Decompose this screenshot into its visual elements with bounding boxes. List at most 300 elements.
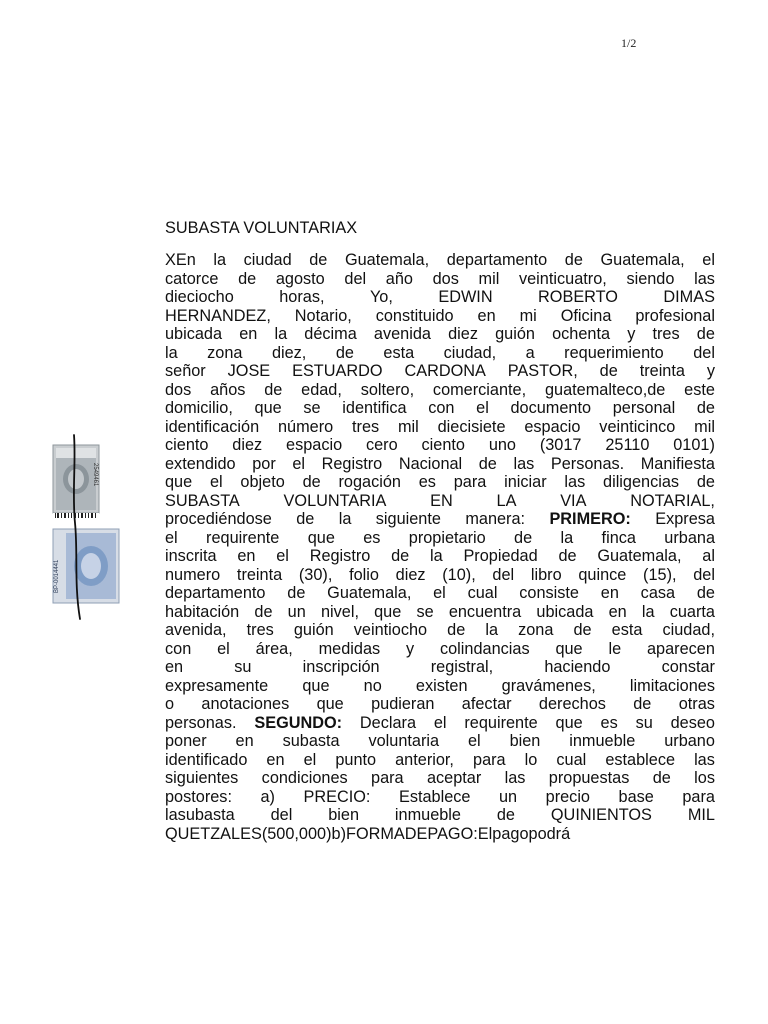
text-word: las	[694, 750, 715, 769]
text-word: el	[165, 528, 178, 547]
text-word: por	[252, 454, 276, 473]
text-word: diez	[395, 565, 426, 584]
text-word: (3017	[539, 436, 582, 454]
text-word: las	[504, 769, 526, 787]
text-word: en	[239, 325, 258, 343]
text-word: del	[693, 565, 715, 584]
text-word: colindancias	[439, 639, 530, 658]
text-word: Registro	[309, 547, 371, 565]
text-line	[165, 270, 715, 289]
text-word: deseo	[670, 713, 715, 732]
upper-stamp-code: 2549461	[92, 463, 98, 487]
text-word: años	[210, 380, 246, 399]
text-word: QUETZALES	[165, 824, 262, 843]
text-word: constar	[661, 658, 715, 676]
page-number: 1/2	[621, 36, 637, 50]
text-line	[165, 307, 715, 326]
text-word: avenida	[373, 325, 431, 343]
text-word: Yo,	[369, 288, 393, 306]
text-word: este	[684, 380, 715, 399]
text-word: siendo	[626, 269, 675, 288]
text-word: guión	[495, 325, 535, 343]
barcode-strip	[53, 513, 99, 518]
text-word: de	[254, 602, 273, 621]
text-word: que	[555, 639, 583, 658]
text-word: condiciones	[261, 769, 348, 787]
text-word: zona	[207, 343, 243, 362]
text-word: tres	[246, 621, 274, 639]
text-word: diez	[232, 436, 263, 454]
text-word: lo	[524, 750, 538, 769]
text-word: de	[573, 621, 592, 639]
text-word: la	[429, 547, 443, 565]
text-word: Registro	[321, 454, 383, 473]
text-word: veintiocho	[353, 621, 428, 639]
text-word: diez	[448, 325, 478, 343]
text-word: diez,	[271, 343, 307, 362]
text-line	[165, 732, 715, 751]
text-word: casa	[640, 584, 676, 602]
text-word: urbana	[664, 528, 715, 547]
text-word: requerimiento	[564, 343, 664, 362]
text-word: el	[217, 639, 230, 658]
text-word: el	[433, 584, 446, 602]
text-word: para	[682, 787, 715, 806]
text-word: diecisiete	[437, 417, 506, 436]
text-word: inscripción	[302, 658, 380, 676]
text-word: procediéndose	[165, 510, 272, 528]
text-word: PAGO:	[427, 824, 478, 843]
text-word: para	[473, 750, 506, 769]
text-word: siguiente	[375, 510, 441, 528]
text-word: 25110	[605, 436, 650, 454]
text-word: que	[374, 602, 402, 621]
text-word: podrá	[528, 824, 571, 843]
text-word: haciendo	[544, 658, 611, 676]
text-word: el	[276, 547, 289, 565]
text-word: comerciante,	[432, 380, 527, 399]
text-word: de	[335, 343, 354, 362]
text-word: ubicada	[536, 602, 594, 621]
text-word: iniciar	[504, 473, 547, 491]
text-word: quince	[578, 565, 627, 584]
text-word: dos	[432, 269, 459, 288]
text-word: EDWIN	[438, 288, 493, 306]
text-word: que	[302, 676, 330, 695]
text-word: QUINIENTOS	[550, 806, 652, 824]
text-word: MIL	[687, 806, 715, 824]
text-word: LA	[496, 491, 517, 510]
text-word: objeto	[240, 473, 285, 491]
text-word: Guatemala,	[597, 547, 682, 565]
text-word: inmueble	[394, 806, 461, 824]
text-word: que	[165, 473, 193, 491]
text-word: el	[292, 454, 306, 473]
text-word: de	[264, 380, 283, 399]
text-word: de	[696, 473, 715, 491]
text-word: anterior,	[395, 750, 454, 769]
text-word: es	[600, 713, 618, 732]
text-word: JOSE	[227, 362, 271, 380]
text-word: esta	[611, 621, 643, 639]
text-word: XEn	[165, 251, 196, 269]
text-word: punto	[335, 750, 377, 769]
text-word: el	[476, 399, 489, 417]
text-word: del	[693, 343, 715, 362]
text-word: SUBASTA	[165, 491, 240, 510]
text-word: del	[492, 565, 515, 584]
text-line	[165, 584, 715, 603]
text-word: habitación	[165, 602, 240, 621]
text-word: a)	[260, 787, 275, 806]
text-word: urbano	[664, 732, 715, 750]
text-word: Expresa	[655, 510, 715, 528]
text-word: precio	[545, 787, 590, 806]
text-word: El	[477, 824, 493, 843]
text-word: documento	[510, 399, 592, 417]
text-line	[165, 640, 715, 659]
text-word: de	[696, 584, 715, 602]
text-word: dos	[165, 380, 192, 399]
text-word: otras	[678, 695, 715, 713]
text-word: que	[307, 528, 335, 547]
text-word: DE	[404, 824, 428, 843]
text-word: (500,000)	[261, 824, 332, 843]
text-word: de	[696, 325, 715, 343]
text-word: para	[453, 473, 487, 491]
text-word: Guatemala,	[600, 251, 685, 269]
text-word: requirente	[206, 528, 280, 547]
text-word: en	[165, 658, 184, 676]
text-word: y	[406, 639, 415, 658]
text-word: de	[564, 251, 583, 269]
text-word: o	[165, 695, 175, 713]
document-body	[165, 251, 715, 843]
text-word: espacio	[286, 436, 343, 454]
text-word: Establece	[398, 787, 471, 806]
text-word: 0101)	[673, 436, 715, 454]
text-word: medidas	[318, 639, 381, 658]
text-line	[165, 288, 715, 307]
text-word: de	[478, 454, 497, 473]
text-word: cual	[556, 750, 587, 769]
text-word: guión	[293, 621, 334, 639]
text-word: profesional	[635, 306, 715, 325]
text-word: ciudad	[243, 251, 292, 269]
text-word: veinticuatro,	[518, 269, 607, 288]
text-line	[165, 381, 715, 400]
text-word: derechos	[538, 695, 606, 713]
text-word: establece	[605, 750, 676, 769]
text-word: encuentra	[448, 602, 522, 621]
text-word: consiste	[519, 584, 579, 602]
text-word: uno	[488, 436, 516, 454]
text-word: lasubasta	[165, 806, 235, 824]
text-word: VOLUNTARIA	[283, 491, 387, 510]
text-word: y	[627, 325, 636, 343]
text-word: libro	[530, 565, 562, 584]
text-word: es	[363, 528, 381, 547]
text-word: el	[702, 251, 715, 269]
text-word: tres	[352, 417, 380, 436]
text-line	[165, 677, 715, 696]
text-word: NOTARIAL,	[630, 491, 715, 510]
text-word: Personas.	[550, 454, 625, 473]
text-word: los	[694, 769, 715, 787]
text-word: el	[467, 732, 481, 750]
text-word: su	[635, 713, 653, 732]
text-word: expresamente	[165, 676, 269, 695]
text-word: un	[499, 787, 518, 806]
text-word: edad,	[301, 380, 342, 399]
text-word: para	[371, 769, 404, 787]
text-word: (30),	[298, 565, 333, 584]
text-word: Nacional	[398, 454, 463, 473]
text-word: requirente	[464, 713, 538, 732]
text-word: cual	[467, 584, 498, 602]
text-word: aceptar	[426, 769, 482, 787]
text-word: con	[428, 399, 455, 417]
text-word: ciudad,	[443, 343, 497, 362]
text-line	[165, 714, 715, 733]
text-word: dieciocho	[165, 288, 234, 306]
text-line	[165, 825, 715, 844]
text-word: PRECIO:	[303, 787, 371, 806]
text-word: mi	[519, 306, 537, 325]
text-word: siguientes	[165, 769, 239, 787]
text-line	[165, 418, 715, 437]
text-word: de	[447, 621, 466, 639]
text-word: mil	[694, 417, 715, 436]
text-word: la	[338, 510, 352, 528]
text-word: voluntaria	[368, 732, 440, 750]
text-word: Guatemala,	[344, 251, 430, 269]
text-word: que	[254, 399, 282, 417]
text-word: al	[702, 547, 715, 565]
text-word: de	[287, 584, 306, 602]
text-word: agosto	[275, 269, 325, 288]
text-word: el	[303, 750, 317, 769]
text-word: de	[296, 510, 315, 528]
text-line	[165, 695, 715, 714]
text-word: treinta	[639, 362, 685, 380]
text-word: aparecen	[646, 639, 715, 658]
text-word: de	[238, 269, 257, 288]
text-word: guatemalteco,de	[544, 380, 666, 399]
text-word: cero	[365, 436, 398, 454]
text-word: constituido	[375, 306, 454, 325]
text-word: postores:	[165, 787, 232, 806]
text-word: FORMA	[346, 824, 405, 843]
text-word: Propiedad	[463, 547, 538, 565]
text-word: bien	[509, 732, 541, 750]
text-word: de	[391, 547, 410, 565]
text-word: a	[525, 343, 535, 362]
text-line	[165, 529, 715, 548]
text-word: ciento	[421, 436, 465, 454]
text-word: departamento	[165, 584, 266, 602]
text-word: el	[209, 473, 223, 491]
text-line	[165, 325, 715, 344]
text-word: catorce	[165, 269, 219, 288]
text-word: EN	[430, 491, 453, 510]
lower-stamp-code: BP-0014441	[54, 559, 60, 593]
text-word: cuarta	[669, 602, 715, 621]
text-line	[165, 769, 715, 788]
fiscal-stamps	[44, 433, 124, 623]
text-word: manera:	[465, 510, 526, 528]
text-word: inmueble	[569, 732, 636, 750]
text-word: la	[485, 621, 499, 639]
text-word: año	[385, 269, 413, 288]
text-word: afectar	[461, 695, 512, 713]
text-word: las	[694, 269, 715, 288]
text-word: ciudad,	[662, 621, 715, 639]
text-line	[165, 436, 715, 455]
text-line	[165, 344, 715, 363]
text-word: limitaciones	[629, 676, 715, 695]
text-word: le	[608, 639, 622, 658]
text-word: se	[416, 602, 434, 621]
text-word: existen	[415, 676, 468, 695]
text-line	[165, 788, 715, 807]
text-word: en	[608, 602, 627, 621]
text-word: bien	[328, 806, 360, 824]
text-word: inscrita	[165, 547, 217, 565]
text-word: treinta	[236, 565, 283, 584]
text-word: es	[418, 473, 436, 491]
text-word: HERNANDEZ,	[165, 306, 271, 325]
text-word: en	[237, 547, 256, 565]
text-line	[165, 510, 715, 529]
text-word: la	[274, 325, 288, 343]
text-word: de	[652, 769, 671, 787]
text-line	[165, 603, 715, 622]
text-word: que	[555, 713, 583, 732]
text-word: señor	[165, 362, 206, 380]
text-word: horas,	[279, 288, 325, 306]
text-word: rogación	[338, 473, 401, 491]
text-word: y	[706, 362, 715, 380]
text-word: Notario,	[294, 306, 352, 325]
text-word: Manifiesta	[640, 454, 715, 473]
text-word: el	[433, 713, 447, 732]
text-word: en	[235, 732, 254, 750]
text-word: del	[270, 806, 293, 824]
text-word: la	[641, 602, 655, 621]
text-word: identificación	[165, 417, 260, 436]
upper-tax-stamp	[53, 445, 99, 513]
text-word: departamento	[446, 251, 548, 269]
text-word: de	[696, 399, 715, 417]
text-word: de	[633, 695, 652, 713]
text-line	[165, 251, 715, 270]
text-word: área,	[255, 639, 293, 658]
text-word: registral,	[430, 658, 494, 676]
text-line	[165, 806, 715, 825]
text-word: las	[513, 454, 535, 473]
text-word: subasta	[282, 732, 340, 750]
text-word: b)	[331, 824, 346, 843]
text-word: DIMAS	[663, 288, 715, 306]
text-word: Oficina	[560, 306, 612, 325]
text-word: PASTOR,	[507, 362, 578, 380]
text-word: (15),	[643, 565, 677, 584]
text-word: la	[213, 251, 227, 269]
text-word: de	[599, 362, 618, 380]
text-word: su	[234, 658, 252, 676]
text-word: de	[558, 547, 577, 565]
text-word: identificado	[165, 750, 248, 769]
text-word: se	[303, 399, 321, 417]
text-word: Declara	[359, 713, 417, 732]
text-word: folio	[349, 565, 379, 584]
text-word: domicilio,	[165, 399, 233, 417]
text-word: avenida,	[165, 621, 227, 639]
stamps-image	[44, 433, 124, 623]
text-word: veinticinco	[599, 417, 676, 436]
text-word: identifica	[342, 399, 407, 417]
text-word: (10),	[442, 565, 476, 584]
text-word: poner	[165, 732, 207, 750]
text-word: ochenta	[552, 325, 611, 343]
text-word: propuestas	[548, 769, 630, 787]
text-word: décima	[304, 325, 357, 343]
text-word: la	[165, 343, 178, 362]
text-word: numero	[165, 565, 221, 584]
text-line	[165, 547, 715, 566]
text-word: la	[560, 528, 574, 547]
text-word: SEGUNDO:	[254, 713, 343, 732]
text-word: personas.	[165, 713, 237, 732]
text-line	[165, 455, 715, 474]
text-word: ESTUARDO	[292, 362, 383, 380]
text-word: zona	[518, 621, 554, 639]
text-word: pago	[492, 824, 529, 843]
text-word: finca	[601, 528, 636, 547]
text-line	[165, 751, 715, 770]
text-word: ubicada	[165, 325, 223, 343]
text-word: extendido	[165, 454, 236, 473]
document-title: SUBASTA VOLUNTARIAX	[165, 219, 358, 237]
text-word: propietario	[408, 528, 486, 547]
text-word: las	[564, 473, 586, 491]
text-word: con	[165, 639, 192, 658]
text-line	[165, 362, 715, 381]
text-line	[165, 566, 715, 585]
text-word: que	[316, 695, 344, 713]
text-word: soltero,	[360, 380, 415, 399]
text-word: en	[600, 584, 619, 602]
lower-notarial-stamp	[53, 529, 119, 603]
text-line	[165, 492, 715, 511]
text-word: personal	[612, 399, 676, 417]
text-word: diligencias	[603, 473, 680, 491]
text-line	[165, 399, 715, 418]
text-word: del	[344, 269, 367, 288]
text-word: número	[277, 417, 334, 436]
text-word: tres	[652, 325, 680, 343]
text-word: VIA	[560, 491, 587, 510]
text-word: ROBERTO	[538, 288, 618, 306]
text-line	[165, 473, 715, 492]
text-word: nivel,	[320, 602, 359, 621]
text-word: de	[496, 806, 515, 824]
text-word: Guatemala,	[327, 584, 412, 602]
text-word: no	[363, 676, 382, 695]
text-line	[165, 658, 715, 677]
text-word: de	[514, 528, 533, 547]
